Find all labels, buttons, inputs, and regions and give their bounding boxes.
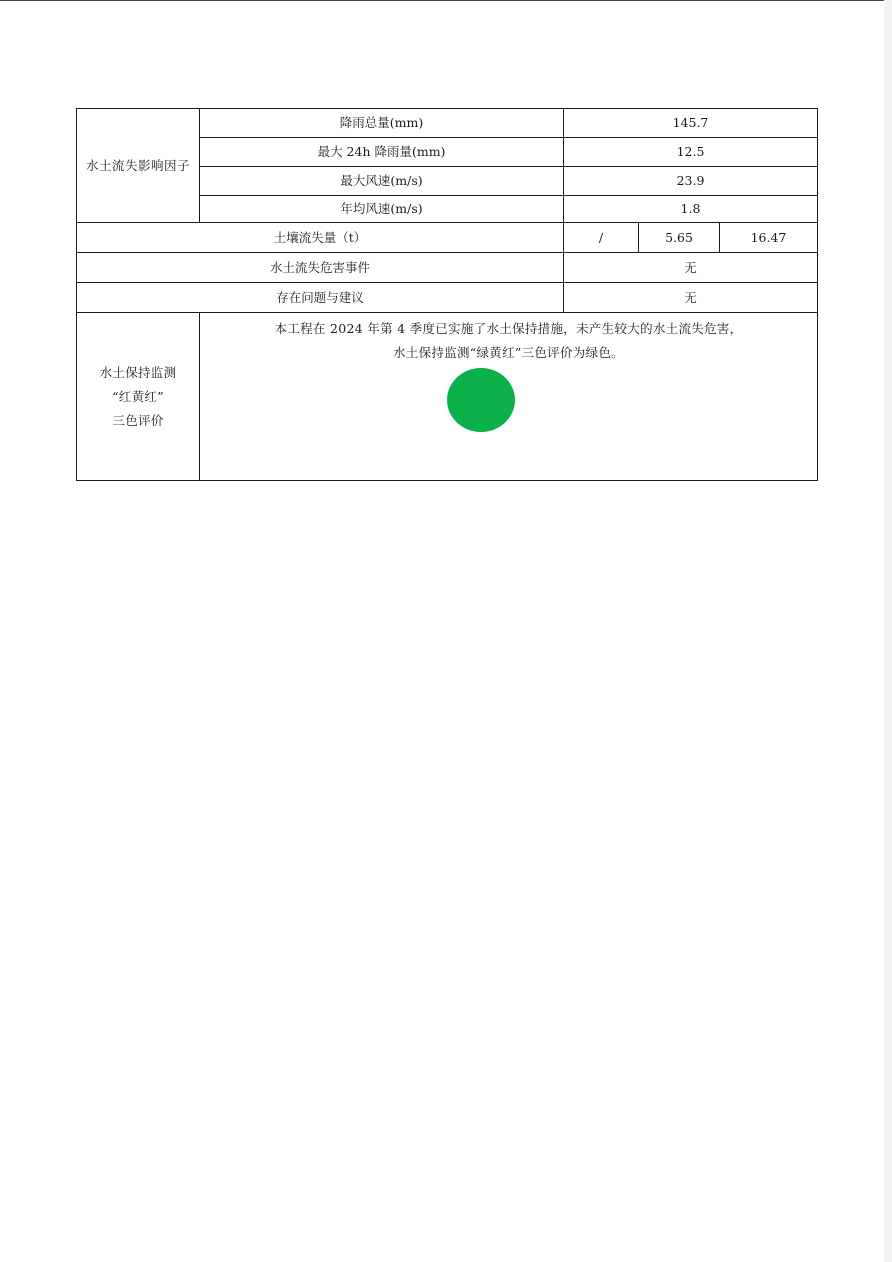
issues-label: 存在问题与建议 bbox=[77, 283, 564, 313]
soil-loss-value-3: 16.47 bbox=[720, 223, 818, 253]
evaluation-label-line: 水土保持监测 bbox=[99, 364, 177, 380]
factor-name: 年均风速(m/s) bbox=[200, 196, 564, 223]
factor-name: 最大风速(m/s) bbox=[200, 167, 564, 196]
evaluation-content-cell bbox=[200, 313, 818, 481]
factor-value: 12.5 bbox=[564, 138, 818, 167]
factor-value: 1.8 bbox=[564, 196, 818, 223]
factors-label: 水土流失影响因子 bbox=[85, 158, 190, 173]
issues-row bbox=[77, 283, 818, 313]
issues-value: 无 bbox=[564, 283, 818, 313]
soil-loss-value-1: / bbox=[564, 223, 639, 253]
evaluation-text-line: 本工程在 2024 年第 4 季度已实施了水土保持措施，未产生较大的水土流失危害， bbox=[274, 321, 743, 336]
hazard-events-value: 无 bbox=[564, 253, 818, 283]
evaluation-label-cell bbox=[77, 313, 200, 481]
monitoring-report-table bbox=[76, 108, 818, 481]
factor-name: 最大 24h 降雨量(mm) bbox=[200, 138, 564, 167]
hazard-events-row bbox=[77, 253, 818, 283]
page-right-edge bbox=[884, 0, 892, 1262]
page-top-border bbox=[0, 0, 892, 1]
factor-value: 23.9 bbox=[564, 167, 818, 196]
factor-value: 145.7 bbox=[564, 109, 818, 138]
factor-name: 降雨总量(mm) bbox=[200, 109, 564, 138]
evaluation-label-line: 三色评价 bbox=[112, 412, 164, 428]
soil-loss-value-2: 5.65 bbox=[639, 223, 720, 253]
hazard-events-label: 水土流失危害事件 bbox=[77, 253, 564, 283]
evaluation-row bbox=[77, 313, 818, 481]
factor-row-rainfall-total bbox=[77, 109, 818, 138]
soil-loss-label: 土壤流失量（t） bbox=[77, 223, 564, 253]
evaluation-text-line: 水土保持监测“绿黄红”三色评价为绿色。 bbox=[393, 345, 624, 360]
factors-label-cell bbox=[77, 109, 200, 223]
green-status-indicator bbox=[447, 368, 515, 432]
evaluation-label-line: “红黄红” bbox=[112, 388, 164, 404]
soil-loss-row bbox=[77, 223, 818, 253]
